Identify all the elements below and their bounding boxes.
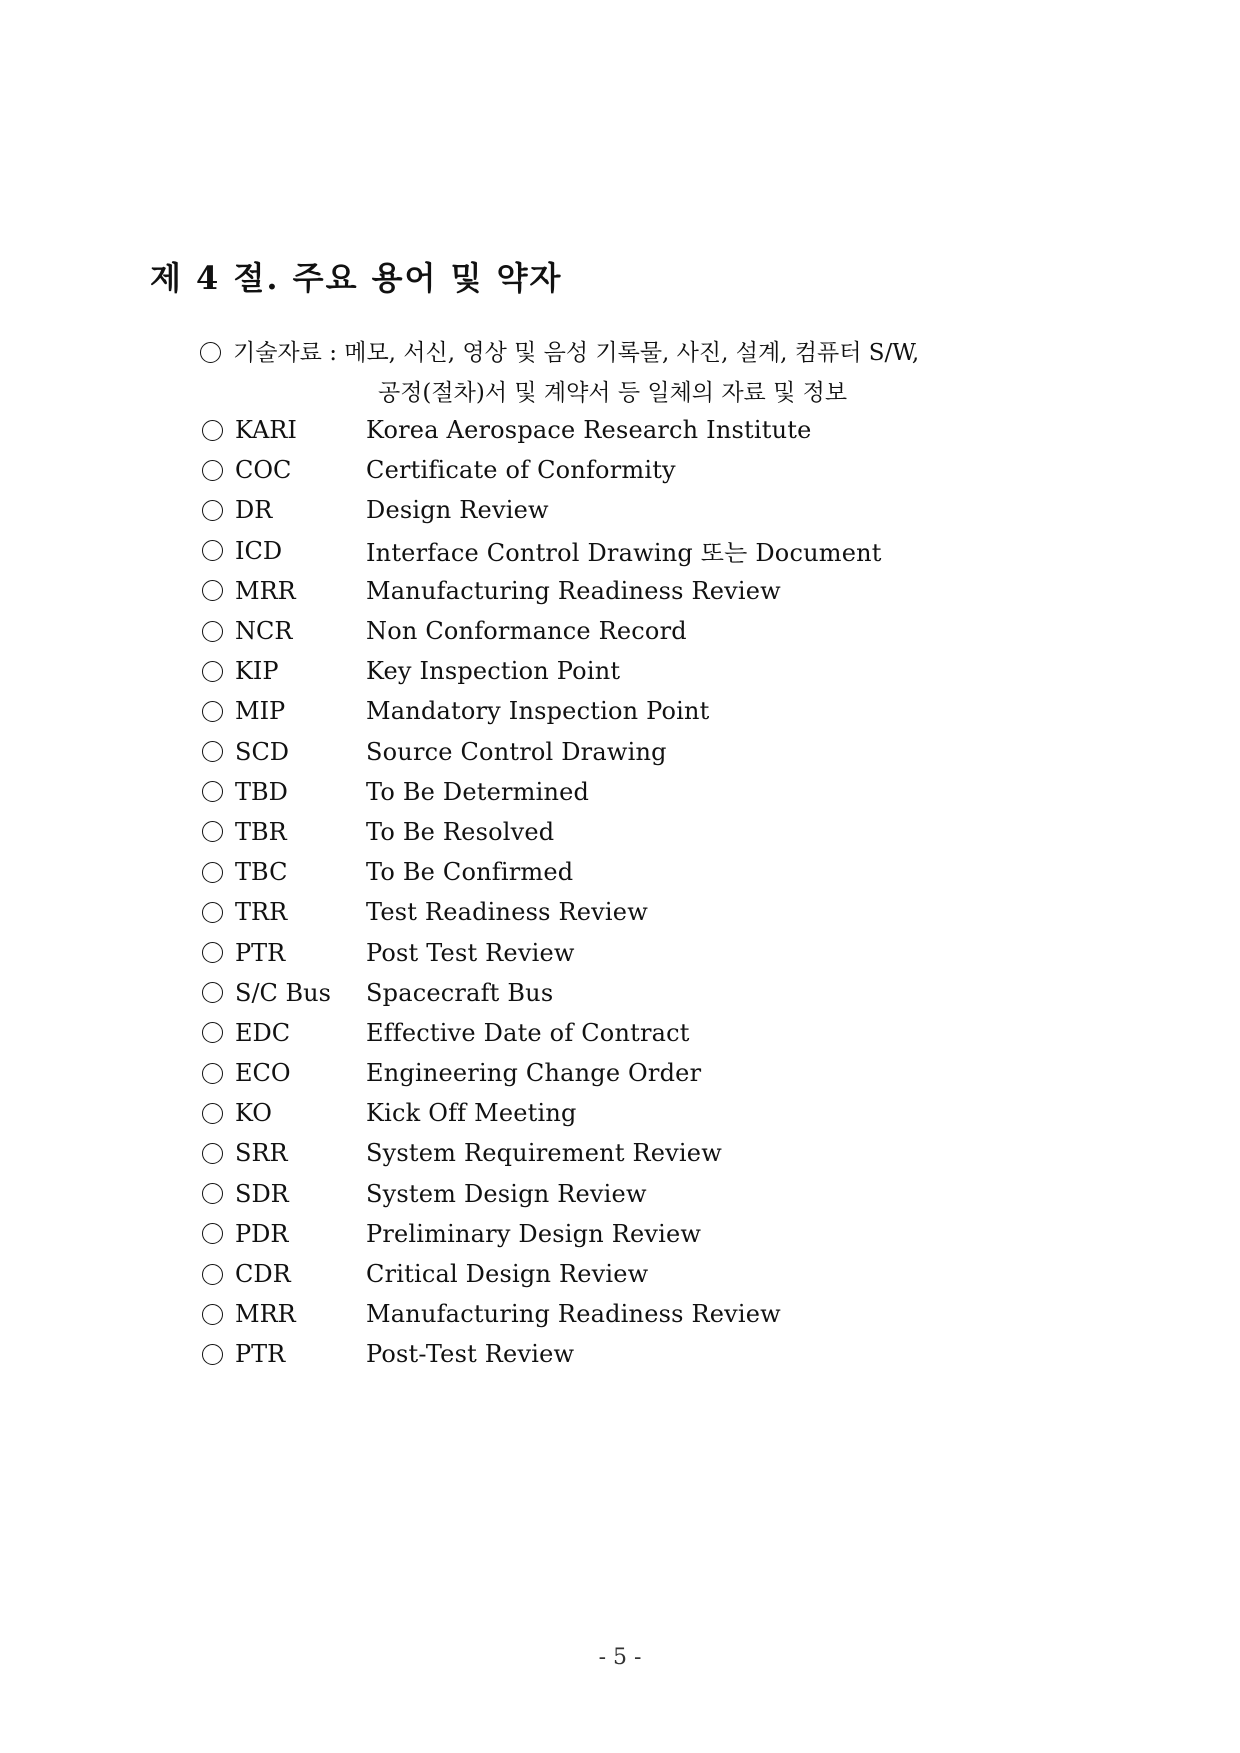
term-abbreviation [202,1099,366,1127]
term-abbreviation [202,617,366,645]
term-definition: Spacecraft Bus [366,978,554,1007]
circle-bullet-icon [202,580,223,601]
term-row [202,611,1102,651]
term-abbreviation-text: KIP [235,657,279,686]
term-abbreviation [202,1180,366,1208]
intro-definition [200,333,1100,413]
term-abbreviation [202,1260,366,1288]
term-abbreviation [202,1220,366,1248]
circle-bullet-icon [202,821,223,842]
term-row [202,772,1102,812]
circle-bullet-icon [202,1183,223,1204]
term-definition: Preliminary Design Review [366,1219,702,1248]
circle-bullet-icon [202,420,223,441]
term-row [202,1254,1102,1294]
term-row [202,1334,1102,1374]
term-definition: System Design Review [366,1179,647,1208]
circle-bullet-icon [202,1103,223,1124]
term-abbreviation [202,898,366,926]
circle-bullet-icon [202,621,223,642]
term-row [202,732,1102,772]
term-definition: Post Test Review [366,938,575,967]
term-abbreviation-text: MRR [235,1300,296,1329]
term-definition: Non Conformance Record [366,617,687,646]
term-abbreviation-text: SRR [235,1139,288,1168]
term-row [202,691,1102,731]
intro-line-1 [200,333,1100,373]
term-definition: Manufacturing Readiness Review [366,1300,781,1329]
term-abbreviation-text: EDC [235,1018,291,1047]
circle-bullet-icon [202,1143,223,1164]
term-definition: Key Inspection Point [366,657,621,686]
term-abbreviation-text: ECO [235,1059,291,1088]
term-abbreviation-text: TBC [235,858,288,887]
term-abbreviation [202,818,366,846]
term-row [202,973,1102,1013]
term-definition: Post-Test Review [366,1340,575,1369]
term-abbreviation-text: CDR [235,1260,291,1289]
term-abbreviation [202,778,366,806]
page-number: - 5 - [598,1645,642,1670]
term-definition: Design Review [366,496,549,525]
term-definition: Kick Off Meeting [366,1099,577,1128]
term-abbreviation [202,657,366,685]
term-abbreviation-text: COC [235,456,292,485]
term-abbreviation-text: ICD [235,536,283,565]
circle-bullet-icon [200,342,221,363]
circle-bullet-icon [202,862,223,883]
term-definition: To Be Confirmed [366,858,574,887]
term-row [202,1133,1102,1173]
term-abbreviation-text: TRR [235,898,288,927]
term-row [202,1053,1102,1093]
term-abbreviation [202,456,366,484]
circle-bullet-icon [202,1344,223,1365]
term-definition: System Requirement Review [366,1139,722,1168]
term-row [202,531,1102,571]
circle-bullet-icon [202,1022,223,1043]
circle-bullet-icon [202,1304,223,1325]
term-definition: Source Control Drawing [366,737,667,766]
term-row [202,1174,1102,1214]
circle-bullet-icon [202,942,223,963]
term-abbreviation [202,537,366,565]
term-abbreviation-text: KO [235,1099,272,1128]
term-abbreviation-text: SCD [235,737,290,766]
term-row [202,410,1102,450]
circle-bullet-icon [202,902,223,923]
term-row [202,932,1102,972]
term-abbreviation-text: MRR [235,576,296,605]
circle-bullet-icon [202,661,223,682]
term-definition: Manufacturing Readiness Review [366,576,781,605]
circle-bullet-icon [202,741,223,762]
term-definition: Certificate of Conformity [366,456,676,485]
term-abbreviation-text: S/C Bus [235,978,331,1007]
term-definition: Test Readiness Review [366,898,648,927]
term-definition: To Be Resolved [366,817,555,846]
term-row [202,1214,1102,1254]
term-abbreviation [202,738,366,766]
term-definition: Critical Design Review [366,1260,649,1289]
term-definition: To Be Determined [366,777,590,806]
term-row [202,571,1102,611]
term-abbreviation [202,1139,366,1167]
term-abbreviation-text: TBR [235,817,287,846]
term-abbreviation [202,496,366,524]
term-row [202,651,1102,691]
term-abbreviation [202,577,366,605]
term-abbreviation [202,939,366,967]
term-abbreviation-text: SDR [235,1179,289,1208]
term-definition: Engineering Change Order [366,1059,702,1088]
term-abbreviation [202,697,366,725]
term-row [202,812,1102,852]
term-abbreviation [202,979,366,1007]
term-abbreviation-text: NCR [235,617,293,646]
term-abbreviation-text: PTR [235,938,286,967]
term-row [202,852,1102,892]
intro-text-line-1: 메모, 서신, 영상 및 음성 기록물, 사진, 설계, 컴퓨터 S/W, [344,340,920,366]
section-title: 제 4 절. 주요 용어 및 약자 [150,259,563,298]
term-row [202,892,1102,932]
circle-bullet-icon [202,982,223,1003]
term-abbreviation-text: KARI [235,416,297,445]
term-abbreviation [202,1059,366,1087]
term-abbreviation [202,858,366,886]
term-row [202,1294,1102,1334]
term-abbreviation-text: TBD [235,777,288,806]
circle-bullet-icon [202,781,223,802]
term-row [202,490,1102,530]
term-row [202,450,1102,490]
circle-bullet-icon [202,540,223,561]
term-row [202,1093,1102,1133]
term-definition: Interface Control Drawing 또는 Document [366,539,882,568]
term-row [202,1013,1102,1053]
term-definition: Mandatory Inspection Point [366,697,710,726]
term-definition: Effective Date of Contract [366,1018,690,1047]
circle-bullet-icon [202,1063,223,1084]
term-abbreviation-text: MIP [235,697,286,726]
term-abbreviation [202,1300,366,1328]
intro-separator: : [329,340,337,366]
circle-bullet-icon [202,460,223,481]
term-definition: Korea Aerospace Research Institute [366,416,812,445]
term-abbreviation [202,416,366,444]
intro-text-line-2: 공정(절차)서 및 계약서 등 일체의 자료 및 정보 [378,380,848,406]
term-abbreviation [202,1019,366,1047]
term-abbreviation-text: PDR [235,1219,289,1248]
term-abbreviation [202,1340,366,1368]
terms-list [202,410,1102,1375]
term-abbreviation-text: DR [235,496,273,525]
circle-bullet-icon [202,701,223,722]
circle-bullet-icon [202,500,223,521]
term-abbreviation-text: PTR [235,1340,286,1369]
circle-bullet-icon [202,1223,223,1244]
intro-label: 기술자료 [233,340,322,366]
circle-bullet-icon [202,1264,223,1285]
